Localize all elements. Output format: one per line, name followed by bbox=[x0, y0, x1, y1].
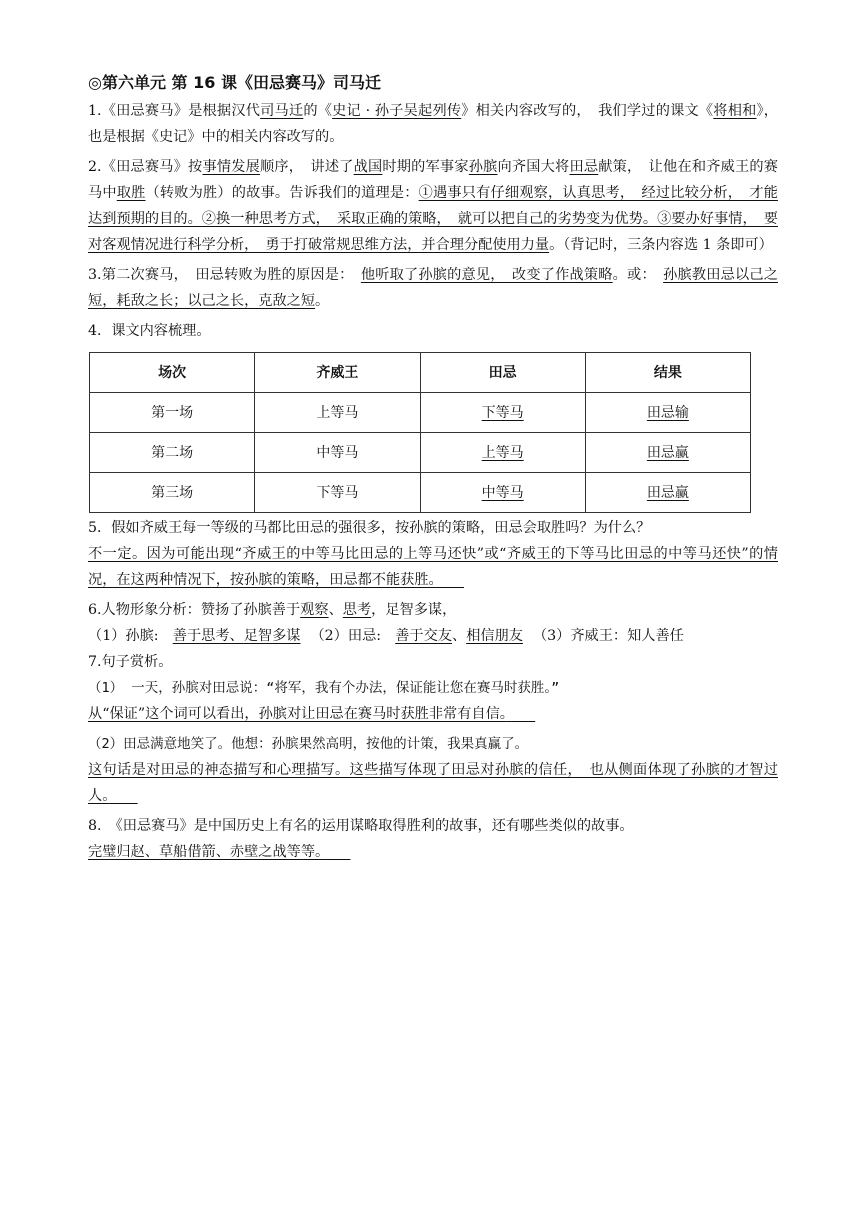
table-cell: 田忌赢 bbox=[585, 433, 750, 473]
answer-7-1: 从“保证”这个词可以看出，孙膑对让田忌在赛马时获胜非常有自信。 bbox=[88, 706, 507, 722]
question-5: 5．假如齐威王每一等级的马都比田忌的强很多，按孙膑的策略，田忌会取胜吗？为什么？ bbox=[88, 520, 651, 536]
sentence-1: （1） 一天，孙膑对田忌说：“将军，我有个办法，保证能让您在赛马时获胜。” bbox=[88, 680, 560, 696]
table-cell: 中等马 bbox=[255, 433, 420, 473]
table-cell: 上等马 bbox=[420, 433, 585, 473]
answer-6: （1）孙膑: 善于思考、足智多谋 （2）田忌: 善于交友、相信朋友 （3）齐威王：知人善任 bbox=[88, 628, 684, 644]
answer-7-2: 这句话是对田忌的神态描写和心理描写。这些描写体现了田忌对孙膑的信任， 也从侧面体现了孙膑的才智过人。 bbox=[88, 762, 778, 804]
question-6: 6.人物形象分析：赞扬了孙膑善于观察、思考，足智多谋， bbox=[88, 602, 457, 618]
content-table bbox=[89, 352, 751, 513]
question-8: 8. 《田忌赛马》是中国历史上有名的运用谋略取得胜利的故事，还有哪些类似的故事。 bbox=[88, 818, 634, 834]
table-row bbox=[90, 433, 751, 473]
table-cell: 下等马 bbox=[420, 393, 585, 433]
table-cell: 第一场 bbox=[90, 393, 255, 433]
table-cell: 中等马 bbox=[420, 473, 585, 513]
table-header: 田忌 bbox=[420, 353, 585, 393]
table-row bbox=[90, 393, 751, 433]
table-header-row bbox=[90, 353, 751, 393]
table-header: 结果 bbox=[585, 353, 750, 393]
table-header: 齐威王 bbox=[255, 353, 420, 393]
sentence-2: （2）田忌满意地笑了。他想：孙膑果然高明，按他的计策，我果真赢了。 bbox=[88, 736, 529, 752]
table-cell: 田忌输 bbox=[585, 393, 750, 433]
table-header: 场次 bbox=[90, 353, 255, 393]
question-4-label: 4．课文内容梳理。 bbox=[88, 323, 211, 339]
table-row bbox=[90, 473, 751, 513]
table-cell: 田忌赢 bbox=[585, 473, 750, 513]
worksheet bbox=[88, 70, 778, 869]
question-7-label: 7.句子赏析。 bbox=[88, 654, 173, 670]
question-1: 1.《田忌赛马》是根据汉代司马迁的《史记 · 孙子吴起列传》相关内容改写的， 我们学过的课文《将相和》，也是根据《史记》中的相关内容改写的。 bbox=[88, 103, 778, 145]
page-title: ◎第六单元 第 16 课《田忌赛马》司马迁 bbox=[88, 73, 381, 92]
table-cell: 下等马 bbox=[255, 473, 420, 513]
answer-8: 完璧归赵、草船借箭、赤壁之战等等。 bbox=[88, 844, 323, 860]
table-cell: 上等马 bbox=[255, 393, 420, 433]
answer-5: 不一定。因为可能出现“齐威王的中等马比田忌的上等马还快”或“齐威王的下等马比田忌的中等马还快”的情况，在这两种情况下，按孙膑的策略，田忌都不能获胜。 bbox=[88, 546, 778, 588]
question-3: 3.第二次赛马， 田忌转败为胜的原因是： 他听取了孙膑的意见， 改变了作战策略。或： 孙膑教田忌以己之短，耗敌之长；以己之长，克敌之短。 bbox=[88, 267, 778, 309]
table-cell: 第三场 bbox=[90, 473, 255, 513]
question-2: 2.《田忌赛马》按事情发展顺序， 讲述了战国时期的军事家孙膑向齐国大将田忌献策， 让他在和齐威王的赛马中取胜（转败为胜）的故事。告诉我们的道理是：①遇事只有仔细观察，认真思考， 经过比较分析， 才能达到预期的目的。②换一种思考方式， 采取正确的策略， 就可以把自己的劣势变为优势。③要办好事情， 要对客观情况进行科学分析， 勇于打破常规思维方法，并合理分配使用力量。（背记时，三条内容选 1 条即可） bbox=[88, 159, 778, 253]
table-cell: 第二场 bbox=[90, 433, 255, 473]
